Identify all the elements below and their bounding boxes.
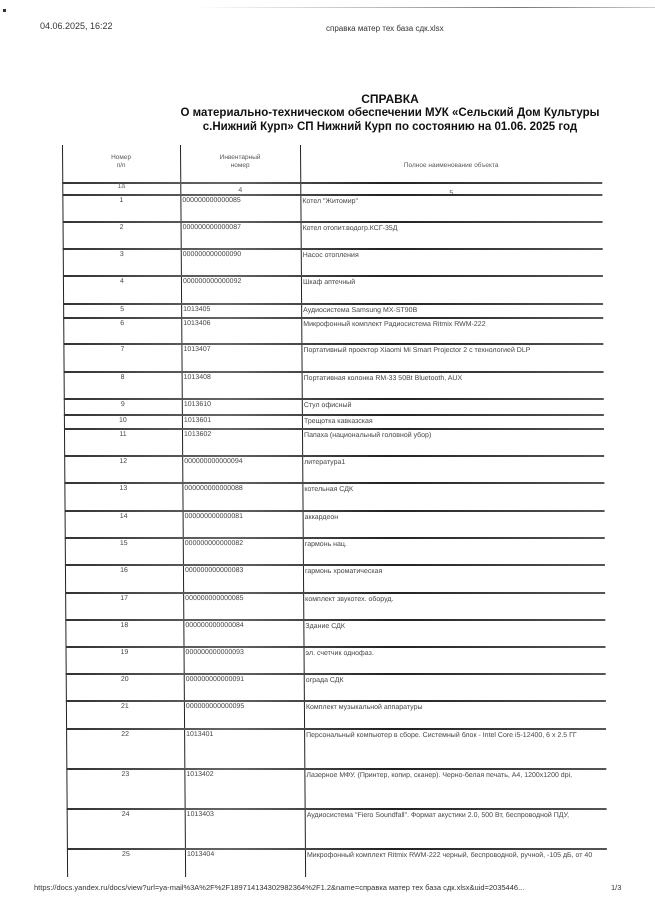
row-object-name: Портативный проектор Xiaomi Mi Smart Projector 2 с технологией DLP [303, 347, 531, 354]
row-inventory-number: 000000000000083 [184, 567, 244, 574]
row-inventory-number: 000000000000090 [182, 251, 242, 258]
row-separator [66, 673, 606, 675]
row-object-name: Трещотка кавказская [303, 418, 373, 425]
row-number: 6 [120, 320, 125, 327]
row-separator [66, 768, 606, 770]
print-filename: справка матер тех база сдк.xlsx [326, 24, 444, 33]
row-number: 25 [122, 851, 130, 858]
row-number: 18 [120, 622, 129, 629]
row-object-name: Котел отопит.водогр.КСГ-35Д [302, 225, 398, 232]
row-inventory-number: 000000000000082 [184, 540, 244, 547]
row-number: 14 [119, 513, 128, 520]
header-number [62, 154, 180, 170]
row-object-name: Здание СДК [305, 623, 345, 630]
row-inventory-number: 1013401 [186, 731, 214, 738]
row-inventory-number: 000000000000084 [185, 622, 244, 629]
row-number: 17 [120, 595, 129, 602]
row-separator [65, 564, 605, 566]
row-object-name: котельная СДК [304, 486, 354, 493]
row-number: 3 [119, 251, 124, 258]
document-title-block [180, 92, 600, 134]
row-inventory-number: 1013403 [186, 811, 214, 818]
row-inventory-number: 000000000000092 [182, 278, 242, 285]
header-number-line2: п/п [116, 162, 126, 169]
row-number: 21 [120, 703, 129, 710]
print-url: https://docs.yandex.ru/docs/view?url=ya-mail%3A%2F%2F189714134302982364%2F1.2&name=справка матер тех база сдк.xlsx&uid=2035446... [34, 883, 525, 892]
row-inventory-number: 1013402 [186, 771, 214, 778]
row-number: 20 [120, 676, 129, 683]
row-separator [63, 317, 603, 319]
row-inventory-number: 1013407 [183, 346, 211, 353]
row-number: 7 [120, 346, 125, 353]
row-separator [63, 221, 603, 223]
row-number: 9 [120, 401, 125, 408]
row-object-name: комплект звукотех. оборуд. [305, 596, 394, 603]
row-separator [64, 398, 604, 400]
row-inventory-number: 1013408 [183, 374, 211, 381]
row-separator [63, 248, 603, 250]
row-number: 23 [121, 771, 130, 778]
row-separator [64, 414, 604, 416]
row-inventory-number: 000000000000095 [185, 703, 245, 710]
row-inventory-number: 000000000000085 [182, 197, 241, 204]
row-object-name: гармонь нац. [304, 541, 347, 548]
row-separator [65, 592, 605, 594]
row-separator [65, 510, 605, 512]
row-object-name: Шкаф аптечный [302, 279, 356, 286]
row-object-name: Папаха (национальный головной убор) [304, 432, 432, 439]
row-inventory-number: 1013610 [183, 401, 212, 408]
row-inventory-number: 000000000000088 [184, 485, 243, 492]
row-inventory-number: 1013405 [183, 306, 211, 313]
header-inventory-line2: номер [230, 162, 250, 169]
page-counter: 1/3 [611, 883, 622, 892]
row-object-name: аккардеон [304, 514, 339, 521]
row-separator [65, 537, 605, 539]
row-separator [64, 371, 604, 373]
row-object-name: ограда СДК [305, 677, 344, 684]
print-datetime: 04.06.2025, 16:22 [40, 21, 113, 31]
row-object-name: Микрофонный комплект Ritmix RWM-222 черный, беспроводной, ручной, -105 дБ, от 40 [306, 852, 593, 859]
row-number: 24 [121, 811, 130, 818]
row-object-name: Насос отопления [302, 252, 359, 259]
row-inventory-number: 000000000000087 [182, 224, 242, 231]
row-number: 10 [118, 417, 127, 424]
row-separator [64, 455, 604, 457]
row-separator [63, 303, 603, 305]
row-object-name: Микрофонный комплект Радиосистема Ritmix RWM-222 [303, 321, 486, 328]
row-number: 15 [119, 540, 128, 547]
row-object-name: Аудиосистема Samsung MX-ST90B [303, 307, 418, 314]
row-separator [67, 848, 607, 850]
row-number: 8 [120, 374, 125, 381]
row-inventory-number: 000000000000091 [185, 676, 245, 683]
row-separator [64, 482, 604, 484]
index-number: 1а [117, 183, 126, 190]
row-object-name: Лазерное МФУ. (Принтер, копир, сканер). Черно-белая печать, А4, 1200x1200 dpi, [306, 772, 573, 779]
header-inventory [180, 154, 300, 170]
document-subtitle-line1: О материально-техническом обеспечении МУК «Сельский Дом Культуры [180, 107, 600, 119]
row-object-name: Комплект музыкальной аппаратуры [305, 704, 423, 711]
row-separator [64, 428, 604, 430]
row-separator [66, 700, 606, 702]
row-number: 11 [119, 431, 127, 438]
row-inventory-number: 000000000000085 [185, 595, 244, 602]
row-separator [66, 728, 606, 730]
row-object-name: Стул офисный [303, 402, 352, 409]
row-separator [65, 619, 605, 621]
row-number: 22 [121, 731, 130, 738]
row-number: 19 [120, 649, 129, 656]
row-object-name: гармонь хроматическая [304, 568, 383, 575]
row-separator [63, 343, 603, 345]
document-subtitle-line2: с.Нижний Курп» СП Нижний Курп по состоянию на 01.06. 2025 год [202, 121, 578, 133]
index-inventory: 4 [238, 187, 243, 194]
row-object-name: эл. счетчик однофаз. [305, 650, 374, 657]
row-inventory-number: 1013602 [183, 431, 212, 438]
row-inventory-number: 000000000000081 [184, 513, 244, 520]
row-object-name: Аудиосистема "Fiero Soundfall". Формат акустики 2.0, 500 Вт, беспроводной ПДУ, [306, 812, 570, 819]
row-separator [63, 275, 603, 277]
header-name: Полное наименование объекта [403, 162, 499, 169]
row-number: 12 [119, 458, 128, 465]
document-title: СПРАВКА [361, 92, 419, 106]
row-number: 4 [119, 278, 124, 285]
row-number: 5 [120, 306, 125, 313]
row-number: 16 [120, 567, 128, 574]
scan-corner-mark [3, 9, 6, 12]
scan-artifact-line [195, 7, 655, 8]
header-inventory-line1: Инвентарный [219, 154, 261, 161]
row-inventory-number: 1013601 [183, 417, 212, 424]
row-inventory-number: 000000000000094 [184, 458, 243, 465]
row-number: 2 [119, 224, 124, 231]
row-separator [67, 808, 607, 810]
row-object-name: литература1 [304, 459, 346, 466]
inventory-table [62, 145, 607, 877]
row-object-name: Котел "Житомир" [302, 198, 359, 205]
row-inventory-number: 1013404 [186, 851, 215, 858]
row-separator [62, 194, 602, 196]
row-object-name: Персональный компьютер в сборе. Системный блок - Intel Core i5-12400, 6 x 2.5 ГГ [306, 732, 577, 739]
header-number-line1: Номер [111, 154, 132, 161]
row-number: 13 [119, 485, 128, 492]
row-inventory-number: 1013406 [183, 320, 211, 327]
row-separator [65, 646, 605, 648]
row-number: 1 [119, 197, 124, 204]
row-object-name: Портативная колонка RM-33 50Bt Bluetooth, AUX [303, 375, 463, 382]
row-inventory-number: 000000000000093 [185, 649, 244, 656]
